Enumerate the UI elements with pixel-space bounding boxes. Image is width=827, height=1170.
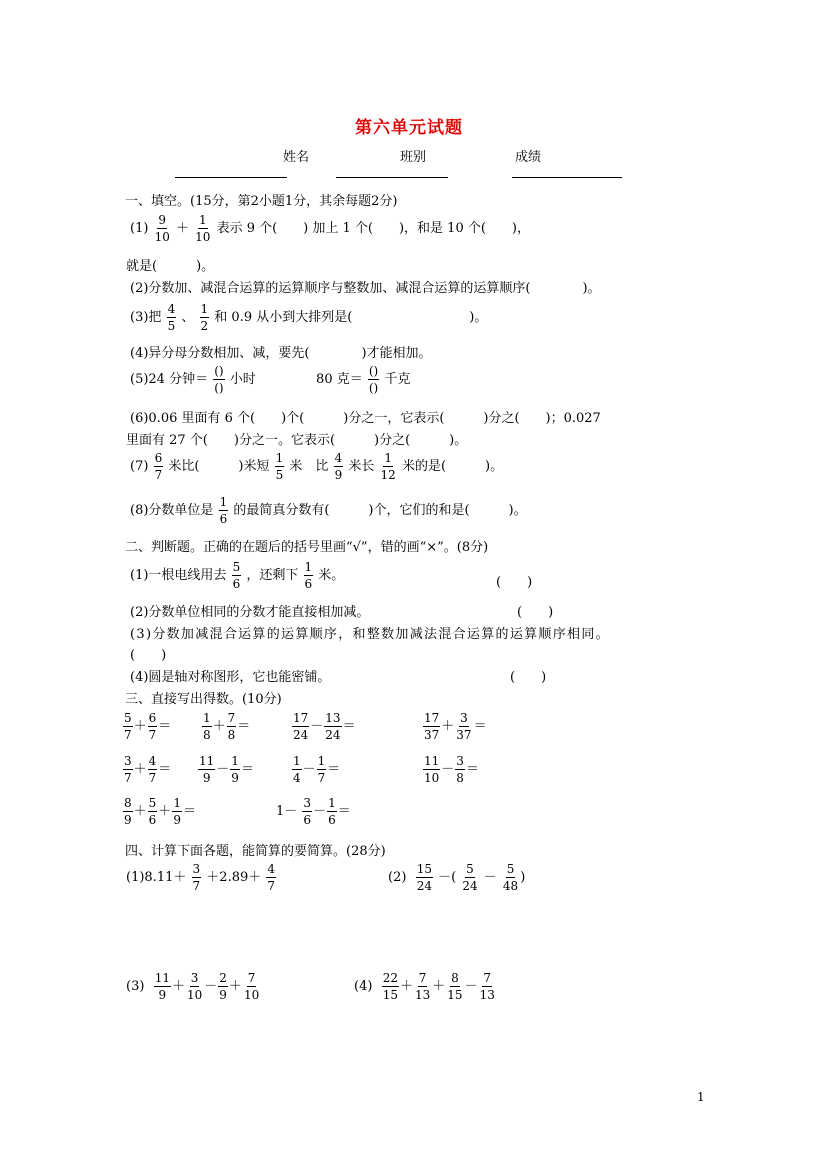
fraction: () () [214,364,224,395]
fraction: $\frac{5}{6}$ [232,560,241,591]
s4-problem-1: (1)8.11＋ $\frac{3}{7}$ ＋2.89＋ $\frac{4}{7}$ [126,862,276,893]
s4-problem-4: (4) $\frac{22}{15}$ ＋ $\frac{7}{13}$ ＋ $\frac{8}{15}$ － $\frac{7}{13}$ [354,971,495,1002]
s2-question-1: (1)一根电线用去 $\frac{5}{6}$ ，还剩下 $\frac{1}{6}$ 米。 [130,560,345,591]
fraction: $\frac{1}{6}$ [219,495,228,526]
page-number: 1 [697,1090,705,1104]
s1-question-1: (1) $\frac{9}{10}$ ＋ $\frac{1}{10}$ 表示 9 个( ) 加上 1 个( )，和是 10 个( )， [130,213,531,244]
calc-item: $\frac{11}{9}$ － $\frac{1}{9}$ ＝ [199,754,254,785]
calc-item: $\frac{11}{10}$ － $\frac{3}{8}$ ＝ [424,754,479,785]
fraction: () () [368,364,379,395]
fraction: $\frac{1}{5}$ [275,451,284,482]
calc-item: $\frac{17}{37}$ ＋ $\frac{3}{37}$ ＝ [424,711,487,742]
calc-item: $\frac{1}{4}$ － $\frac{1}{7}$ ＝ [293,754,341,785]
s4-problem-2: (2) $\frac{15}{24}$ －( $\frac{5}{24}$ － $\frac{5}{48}$ ) [388,862,526,893]
score-blank [512,177,622,178]
fraction: $\frac{4}{9}$ [334,451,343,482]
fraction: $\frac{1}{10}$ [195,213,211,244]
section-4-heading: 四、计算下面各题，能简算的要简算。(28分) [125,844,386,859]
page-title: 第六单元试题 [355,118,463,138]
s1-question-2: (2)分数加、减混合运算的运算顺序与整数加、减混合运算的运算顺序( )。 [130,281,601,296]
s2-question-2: (2)分数单位相同的分数才能直接相加减。 [130,605,370,620]
fraction: $\frac{1}{6}$ [304,560,313,591]
fraction: $\frac{6}{7}$ [154,451,163,482]
s1-question-7: (7) $\frac{6}{7}$ 米比( )米短 $\frac{1}{5}$ 米 比 $\frac{4}{9}$ 米长 $\frac{1}{12}$ 米的是( )。 [130,451,504,482]
calc-item: $\frac{1}{8}$ ＋ $\frac{7}{8}$ ＝ [203,711,251,742]
s1-question-4: (4)异分母分数相加、减，要先( )才能相加。 [130,346,432,361]
fraction: $\frac{1}{12}$ [380,451,396,482]
fraction: $\frac{1}{2}$ [200,302,209,333]
section-3-heading: 三、直接写出得数。(10分) [125,692,282,707]
name-label: 姓名 [283,150,310,165]
calc-item: $\frac{3}{7}$ ＋ $\frac{4}{7}$ ＝ [124,754,172,785]
section-2-heading: 二、判断题。正确的在题后的括号里画“√”，错的画“×”。(8分) [125,540,489,555]
section-1-heading: 一、填空。(15分，第2小题1分，其余每题2分) [125,194,398,209]
fraction: $\frac{4}{5}$ [167,302,176,333]
score-label: 成绩 [515,150,542,165]
s1-question-6-cont: 里面有 27 个( )分之一。它表示( )分之( )。 [126,433,468,448]
fraction: $\frac{9}{10}$ [154,213,170,244]
class-label: 班别 [400,150,427,165]
s2-answer-4[interactable]: ( ) [510,670,547,685]
s1-question-5: (5)24 分钟＝ () () 小时 80 克＝ () () 千克 [130,364,411,395]
calc-item: $\frac{17}{24}$ － $\frac{13}{24}$ ＝ [293,711,356,742]
name-blank [175,177,287,178]
s1-question-6: (6)0.06 里面有 6 个( )个( )分之一，它表示( )分之( )；0.027 [130,411,601,426]
s2-answer-3[interactable]: ( ) [130,648,167,663]
s1-question-1-cont: 就是( )。 [126,259,215,274]
class-blank [336,177,448,178]
calc-item: $\frac{8}{9}$ ＋ $\frac{5}{6}$ ＋ $\frac{1}{9}$ ＝ [124,796,196,827]
calc-item: $\frac{5}{7}$ ＋ $\frac{6}{7}$ ＝ [124,711,172,742]
s2-question-3: (3)分数加减混合运算的运算顺序，和整数加减法混合运算的运算顺序相同。 [130,627,610,642]
s2-answer-2[interactable]: ( ) [517,605,554,620]
s1-question-8: (8)分数单位是 $\frac{1}{6}$ 的最简真分数有( )个，它们的和是( )。 [130,495,527,526]
calc-item: 1－ $\frac{3}{6}$ － $\frac{1}{6}$ ＝ [276,796,351,827]
s2-question-4: (4)圆是轴对称图形，它也能密铺。 [130,670,331,685]
s2-answer-1[interactable]: ( ) [496,575,533,590]
s1-question-3: (3)把 $\frac{4}{5}$ 、 $\frac{1}{2}$ 和 0.9 从小到大排列是( )。 [130,302,488,333]
s4-problem-3: (3) $\frac{11}{9}$ ＋ $\frac{3}{10}$ － $\frac{2}{9}$ ＋ $\frac{7}{10}$ [126,971,260,1002]
